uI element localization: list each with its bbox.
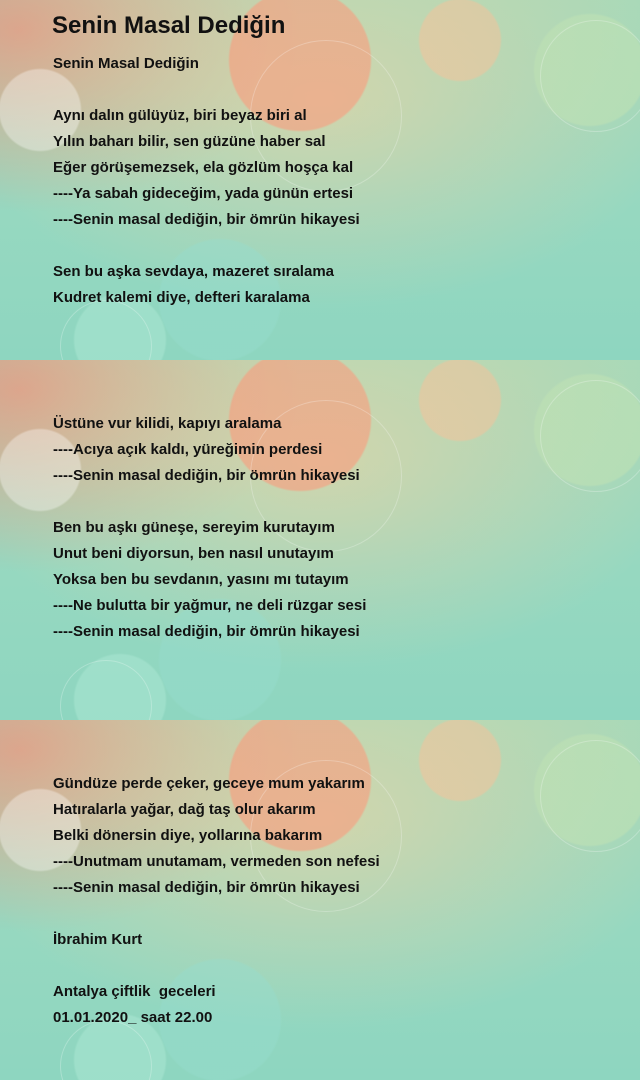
- place-note: Antalya çiftlik geceleri: [53, 983, 216, 1000]
- poem-line: Unut beni diyorsun, ben nasıl unutayım: [53, 545, 334, 562]
- poem-line: Hatıralarla yağar, dağ taş olur akarım: [53, 801, 316, 818]
- bokeh-circle: [540, 20, 640, 132]
- background-panel-3: [0, 720, 640, 1080]
- poem-line: ----Ya sabah gideceğim, yada günün ertesi: [53, 185, 354, 202]
- poem-line: Kudret kalemi diye, defteri karalama: [53, 289, 310, 306]
- poem-line: Ben bu aşkı güneşe, sereyim kurutayım: [53, 519, 335, 536]
- poem-section-3: [53, 771, 380, 1031]
- poem-line: ----Ne bulutta bir yağmur, ne deli rüzgar sesi: [53, 597, 367, 614]
- bokeh-circle: [540, 740, 640, 852]
- poem-line: ----Acıya açık kaldı, yüreğimin perdesi: [53, 441, 323, 458]
- poem-line: Yoksa ben bu sevdanın, yasını mı tutayım: [53, 571, 349, 588]
- author-name: İbrahim Kurt: [53, 931, 143, 948]
- page-title: Senin Masal Dediğin: [52, 12, 286, 39]
- date-note: 01.01.2020_ saat 22.00: [53, 1009, 213, 1026]
- poem-line: ----Senin masal dediğin, bir ömrün hikayesi: [53, 467, 360, 484]
- poem-heading: Senin Masal Dediğin: [53, 55, 199, 72]
- poem-line: Belki dönersin diye, yollarına bakarım: [53, 827, 323, 844]
- poem-line: Üstüne vur kilidi, kapıyı aralama: [53, 415, 282, 432]
- poem-section-2: [53, 411, 366, 645]
- poem-line: Sen bu aşka sevdaya, mazeret sıralama: [53, 263, 335, 280]
- poem-line: Aynı dalın gülüyüz, biri beyaz biri al: [53, 107, 307, 124]
- poem-line: ----Senin masal dediğin, bir ömrün hikayesi: [53, 879, 360, 896]
- poem-line: ----Senin masal dediğin, bir ömrün hikayesi: [53, 623, 360, 640]
- poem-line: Yılın baharı bilir, sen güzüne haber sal: [53, 133, 326, 150]
- poem-line: ----Unutmam unutamam, vermeden son nefesi: [53, 853, 380, 870]
- background-panel-2: [0, 360, 640, 720]
- poem-section-1: [53, 51, 360, 311]
- poem-line: Eğer görüşemezsek, ela gözlüm hoşça kal: [53, 159, 354, 176]
- background-panel-1: [0, 0, 640, 360]
- poem-line: ----Senin masal dediğin, bir ömrün hikayesi: [53, 211, 360, 228]
- bokeh-circle: [60, 660, 152, 720]
- bokeh-circle: [540, 380, 640, 492]
- poem-line: Gündüze perde çeker, geceye mum yakarım: [53, 775, 365, 792]
